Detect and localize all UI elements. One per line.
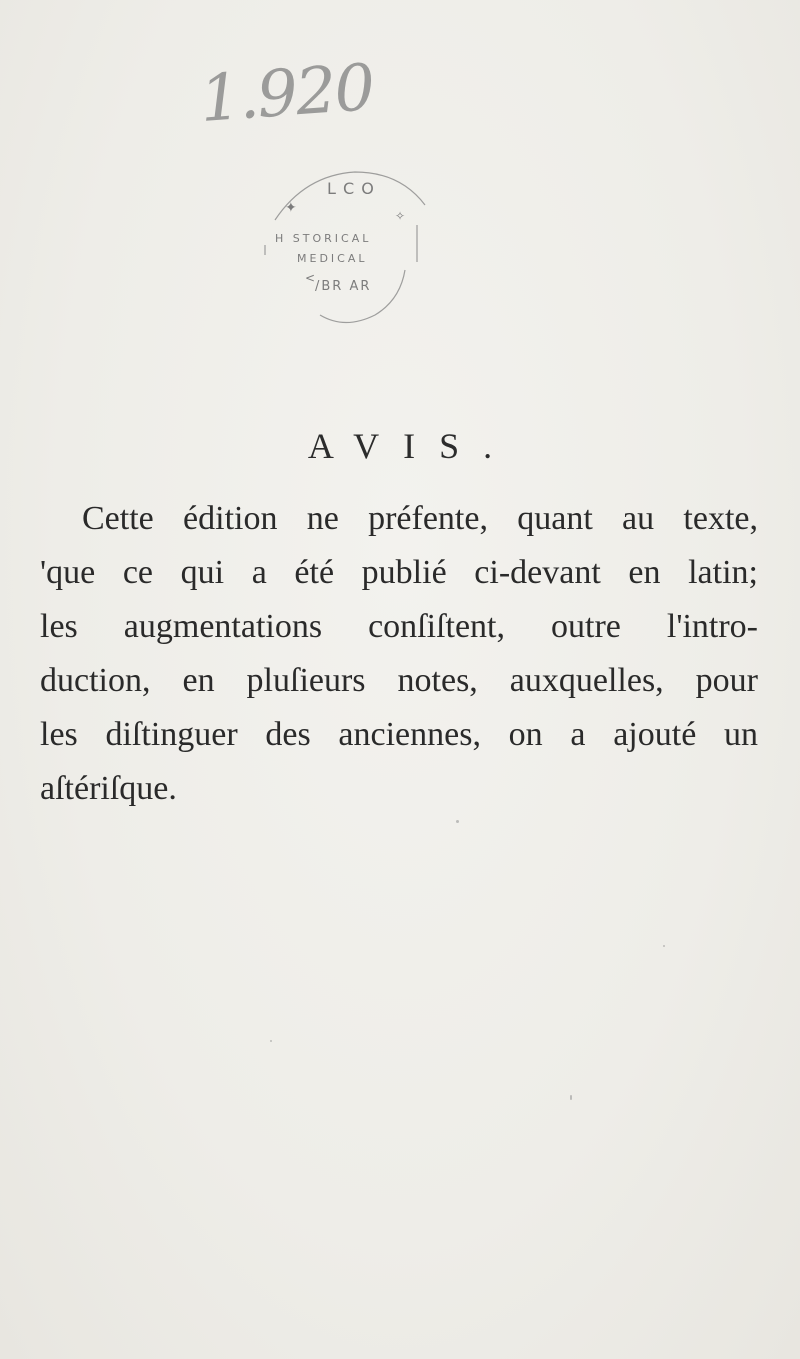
paragraph-line: aſtériſque. [40,770,177,807]
paper-speck [663,945,665,947]
svg-text:✦: ✦ [285,200,297,216]
svg-text:✧: ✧ [395,209,406,223]
svg-text:MEDICAL: MEDICAL [297,252,368,265]
paragraph-line: 'que ce qui a été publié ci-devant en latin; [40,554,758,591]
paper-speck [570,1095,572,1100]
svg-text:L C O: L C O [327,179,375,198]
paragraph-line: les diſtinguer des anciennes, on a ajouté un [40,716,758,753]
svg-text:/BR AR: /BR AR [315,279,372,294]
library-stamp [235,150,485,350]
paper-speck [456,820,459,823]
paragraph-line: duction, en pluſieurs notes, auxquelles, pour [40,662,758,699]
svg-text:<: < [305,271,316,285]
svg-text:H STORICAL: H STORICAL [275,232,372,245]
paper-speck [270,1040,272,1042]
handwritten-shelfmark: 1.920 [197,51,376,137]
notice-heading: AVIS. [307,426,517,466]
paragraph-line: les augmentations conſiſtent, outre l'intro- [40,608,758,645]
notice-paragraph [40,492,758,816]
library-stamp-graphic [235,150,485,350]
paragraph-line: Cette édition ne préfente, quant au texte, [82,500,758,537]
